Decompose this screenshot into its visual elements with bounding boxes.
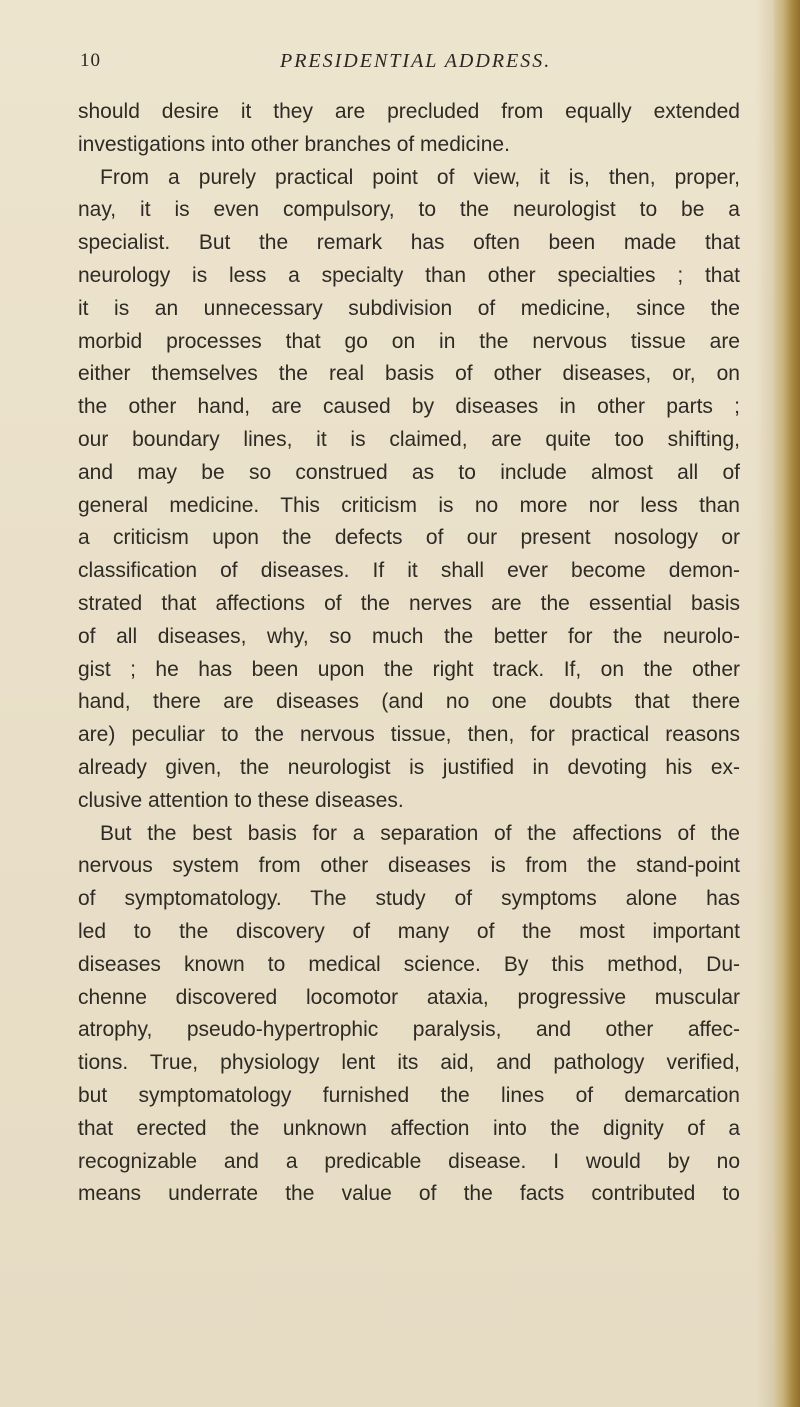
text-line: but symptomatology furnished the lines of demarcation xyxy=(78,1083,740,1107)
page-header xyxy=(80,50,740,80)
text-line: nay, it is even compulsory, to the neurologist to be a xyxy=(78,198,740,222)
text-line: and may be so construed as to include almost all of xyxy=(78,460,740,484)
text-line: a criticism upon the defects of our present nosology or xyxy=(78,526,740,550)
text-line: diseases known to medical science. By this method, Du- xyxy=(78,952,740,976)
text-line: recognizable and a predicable disease. I would by no xyxy=(78,1149,740,1173)
text-line: chenne discovered locomotor ataxia, progressive muscular xyxy=(78,985,740,1009)
text-line: our boundary lines, it is claimed, are quite too shifting, xyxy=(78,427,740,451)
text-line: neurology is less a specialty than other specialties ; that xyxy=(78,263,740,287)
text-line: morbid processes that go on in the nervous tissue are xyxy=(78,329,740,353)
text-line: clusive attention to these diseases. xyxy=(78,788,404,812)
text-line: classification of diseases. If it shall ever become demon- xyxy=(78,559,740,583)
text-line: gist ; he has been upon the right track. If, on the other xyxy=(78,657,740,681)
text-line: tions. True, physiology lent its aid, and pathology verified, xyxy=(78,1051,740,1075)
text-line: nervous system from other diseases is from the stand-point xyxy=(78,854,740,878)
text-line: But the best basis for a separation of the affections of the xyxy=(100,821,740,845)
text-line: of all diseases, why, so much the better for the neurolo- xyxy=(78,624,740,648)
text-line: atrophy, pseudo-hypertrophic paralysis, and other affec- xyxy=(78,1018,740,1042)
text-line: means underrate the value of the facts contributed to xyxy=(78,1182,740,1206)
text-line: hand, there are diseases (and no one doubts that there xyxy=(78,690,740,714)
page-gutter-shadow xyxy=(756,0,774,1407)
text-line: general medicine. This criticism is no more nor less than xyxy=(78,493,740,517)
text-line: it is an unnecessary subdivision of medicine, since the xyxy=(78,296,740,320)
body-text xyxy=(78,96,740,1211)
page-edge xyxy=(774,0,800,1407)
text-line: either themselves the real basis of other diseases, or, on xyxy=(78,362,740,386)
text-line: strated that affections of the nerves are the essential basis xyxy=(78,591,740,615)
text-line: should desire it they are precluded from equally extended xyxy=(78,100,740,123)
text-line: are) peculiar to the nervous tissue, then, for practical reasons xyxy=(78,723,740,747)
text-line: the other hand, are caused by diseases in other parts ; xyxy=(78,395,740,419)
text-line: led to the discovery of many of the most important xyxy=(78,919,740,943)
text-line: specialist. But the remark has often been made that xyxy=(78,231,740,255)
text-line: of symptomatology. The study of symptoms alone has xyxy=(78,887,740,911)
page-number: 10 xyxy=(80,50,101,71)
text-line: that erected the unknown affection into the dignity of a xyxy=(78,1116,740,1140)
text-line: already given, the neurologist is justified in devoting his ex- xyxy=(78,755,740,779)
running-head: PRESIDENTIAL ADDRESS. xyxy=(280,50,552,72)
text-line: investigations into other branches of medicine. xyxy=(78,132,510,156)
text-line: From a purely practical point of view, it is, then, proper, xyxy=(100,165,740,189)
